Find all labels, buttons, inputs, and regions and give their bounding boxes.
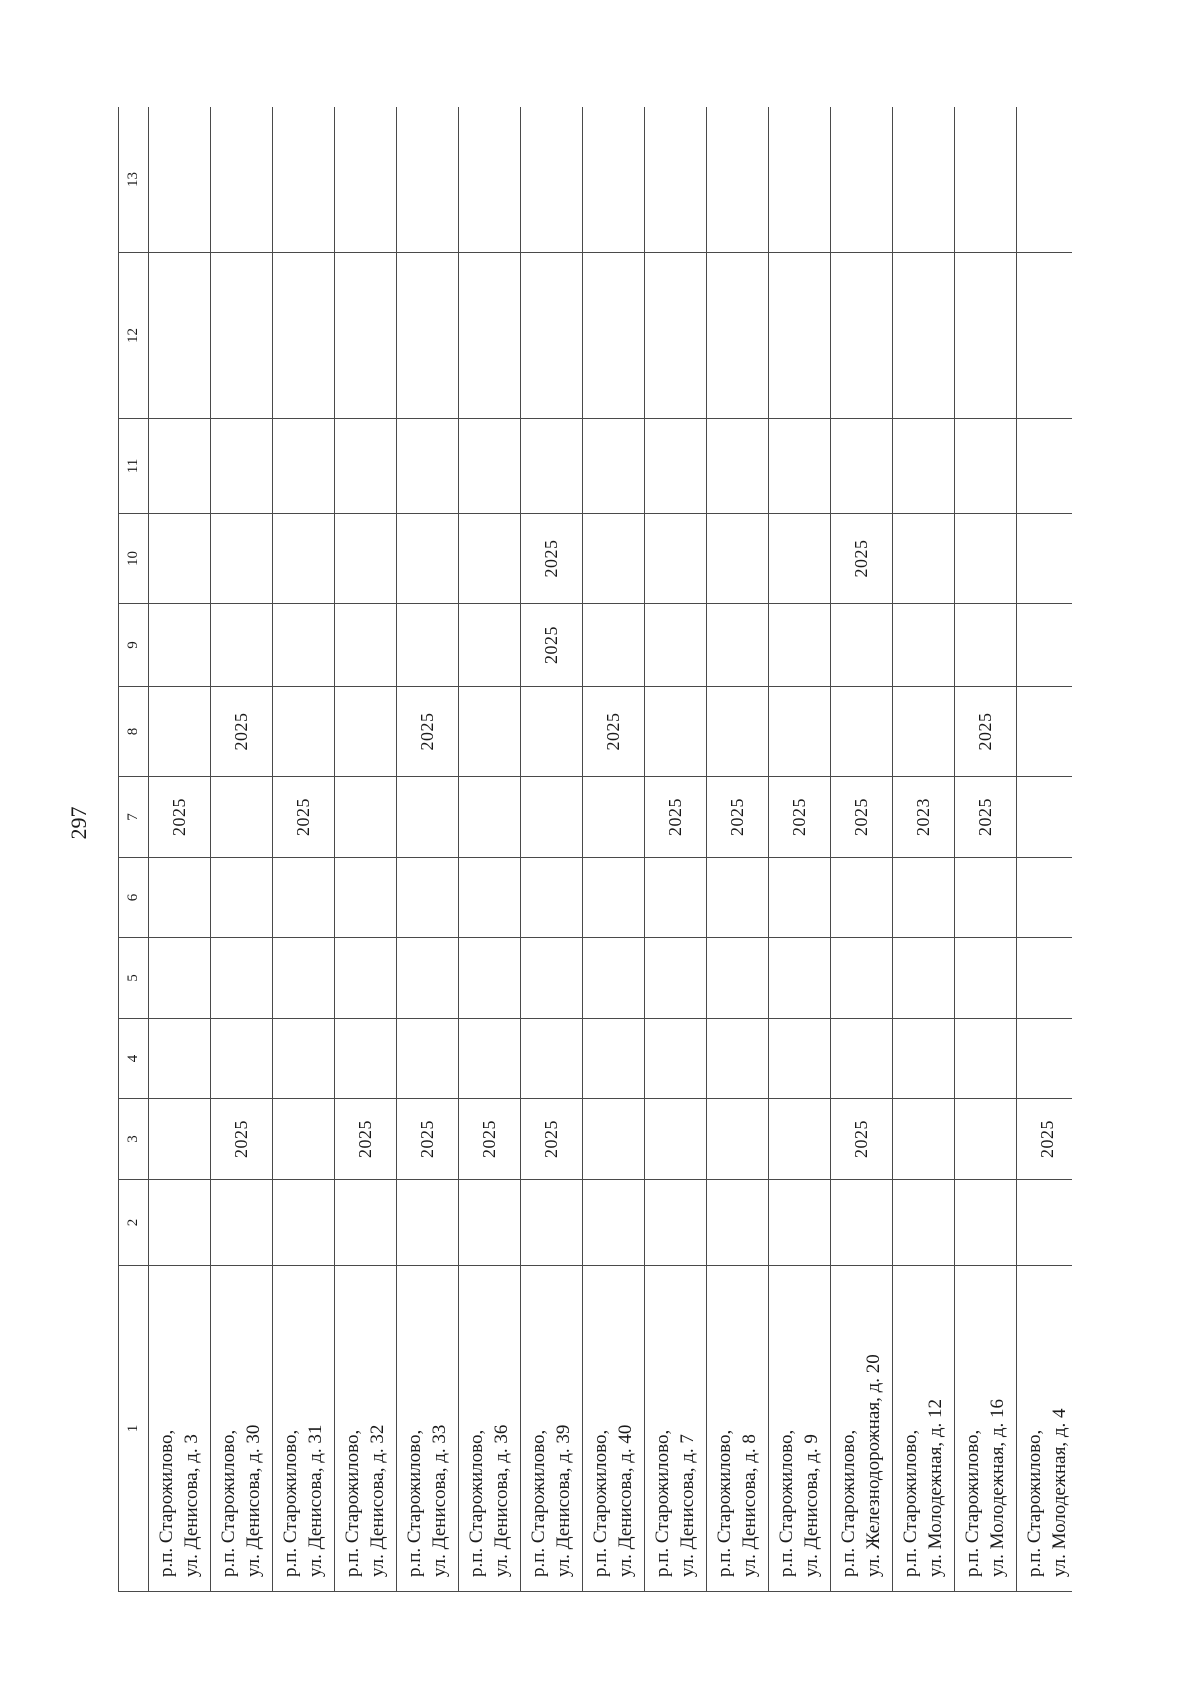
column-number: 7: [119, 777, 149, 858]
table-row: [893, 107, 955, 1592]
year-cell: [831, 687, 893, 777]
year-cell: [1017, 938, 1073, 1019]
column-number: 9: [119, 604, 149, 687]
year-cell: [955, 938, 1017, 1019]
year-cell: [583, 1099, 645, 1180]
column-number: 8: [119, 687, 149, 777]
address-line: р.п. Старожилово,: [713, 1429, 735, 1577]
address-cell: [397, 1266, 459, 1592]
year-cell: [645, 1180, 707, 1266]
year-cell: [335, 1019, 397, 1099]
year-cell: [583, 938, 645, 1019]
year-cell: 2025: [273, 777, 335, 858]
year-cell: [149, 419, 211, 514]
year-cell: [583, 858, 645, 938]
year-cell: [893, 604, 955, 687]
table-row: [707, 107, 769, 1592]
year-cell: [335, 419, 397, 514]
year-cell: [955, 604, 1017, 687]
year-cell: 2023: [893, 777, 955, 858]
year-cell: 2025: [769, 777, 831, 858]
year-cell: [149, 1019, 211, 1099]
year-cell: [583, 777, 645, 858]
year-cell: 2025: [211, 1099, 273, 1180]
table-row: [583, 107, 645, 1592]
year-cell: [397, 1019, 459, 1099]
year-cell: [893, 107, 955, 253]
year-cell: [707, 107, 769, 253]
year-cell: [1017, 253, 1073, 419]
year-cell: [335, 687, 397, 777]
year-cell: [335, 604, 397, 687]
year-cell: [211, 777, 273, 858]
address-line: р.п. Старожилово,: [279, 1429, 301, 1577]
address-line: р.п. Старожилово,: [1023, 1429, 1045, 1577]
column-number: 3: [119, 1099, 149, 1180]
address-line: ул. Молодежная, д. 4: [1048, 1408, 1070, 1577]
year-cell: [955, 858, 1017, 938]
year-cell: [273, 604, 335, 687]
year-cell: [521, 253, 583, 419]
year-cell: [1017, 514, 1073, 604]
year-cell: 2025: [459, 1099, 521, 1180]
year-cell: [769, 1019, 831, 1099]
table-row: [1017, 107, 1073, 1592]
year-cell: [831, 253, 893, 419]
address-line: р.п. Старожилово,: [155, 1429, 177, 1577]
year-cell: [707, 419, 769, 514]
address-cell: [273, 1266, 335, 1592]
year-cell: [149, 1099, 211, 1180]
column-number: 5: [119, 938, 149, 1019]
year-cell: [459, 604, 521, 687]
year-cell: [955, 1019, 1017, 1099]
table-row: [645, 107, 707, 1592]
year-cell: [149, 604, 211, 687]
year-cell: [831, 1019, 893, 1099]
year-cell: [211, 514, 273, 604]
year-cell: [645, 419, 707, 514]
address-line: р.п. Старожилово,: [217, 1429, 239, 1577]
address-cell: [459, 1266, 521, 1592]
year-cell: 2025: [211, 687, 273, 777]
year-cell: [831, 1180, 893, 1266]
year-cell: [149, 858, 211, 938]
year-cell: [707, 858, 769, 938]
year-cell: [769, 514, 831, 604]
table-row: [211, 107, 273, 1592]
year-cell: [955, 1180, 1017, 1266]
year-cell: [707, 687, 769, 777]
year-cell: [459, 858, 521, 938]
address-line: ул. Денисова, д. 8: [738, 1434, 760, 1577]
year-cell: 2025: [397, 687, 459, 777]
year-cell: [459, 687, 521, 777]
year-cell: [459, 419, 521, 514]
year-cell: [707, 1099, 769, 1180]
address-line: ул. Молодежная, д. 12: [924, 1399, 946, 1577]
year-cell: [707, 1180, 769, 1266]
year-cell: 2025: [521, 1099, 583, 1180]
year-cell: [459, 107, 521, 253]
year-cell: [645, 687, 707, 777]
address-line: р.п. Старожилово,: [465, 1429, 487, 1577]
year-cell: [335, 514, 397, 604]
address-line: ул. Денисова, д. 31: [304, 1424, 326, 1577]
year-cell: [955, 514, 1017, 604]
address-cell: [707, 1266, 769, 1592]
year-cell: [1017, 687, 1073, 777]
address-cell: [335, 1266, 397, 1592]
column-number: 1: [119, 1266, 149, 1592]
year-cell: [707, 1019, 769, 1099]
year-cell: [1017, 1019, 1073, 1099]
address-line: р.п. Старожилово,: [341, 1429, 363, 1577]
year-cell: [583, 514, 645, 604]
year-cell: [583, 604, 645, 687]
page-number: 297: [66, 806, 91, 840]
year-cell: [149, 107, 211, 253]
address-line: р.п. Старожилово,: [961, 1429, 983, 1577]
year-cell: [521, 1019, 583, 1099]
address-cell: [149, 1266, 211, 1592]
year-cell: [1017, 419, 1073, 514]
year-cell: [521, 687, 583, 777]
year-cell: [893, 514, 955, 604]
year-cell: [397, 858, 459, 938]
year-cell: [893, 1099, 955, 1180]
address-line: р.п. Старожилово,: [589, 1429, 611, 1577]
year-cell: [769, 1180, 831, 1266]
year-cell: [831, 107, 893, 253]
table-row: [149, 107, 211, 1592]
year-cell: [397, 938, 459, 1019]
year-cell: [211, 253, 273, 419]
year-cell: [521, 1180, 583, 1266]
year-cell: [645, 604, 707, 687]
year-cell: 2025: [521, 604, 583, 687]
table-row: [397, 107, 459, 1592]
column-number: 4: [119, 1019, 149, 1099]
year-cell: [893, 1019, 955, 1099]
year-cell: [645, 514, 707, 604]
year-cell: [335, 253, 397, 419]
year-cell: 2025: [707, 777, 769, 858]
year-cell: 2025: [521, 514, 583, 604]
column-number: 6: [119, 858, 149, 938]
year-cell: [397, 419, 459, 514]
address-line: р.п. Старожилово,: [403, 1429, 425, 1577]
year-cell: 2025: [955, 777, 1017, 858]
table-row: [831, 107, 893, 1592]
address-cell: [521, 1266, 583, 1592]
year-cell: [1017, 1180, 1073, 1266]
year-cell: [583, 419, 645, 514]
year-cell: [273, 107, 335, 253]
year-cell: [459, 938, 521, 1019]
year-cell: [583, 253, 645, 419]
year-cell: [459, 514, 521, 604]
address-line: ул. Денисова, д. 36: [490, 1424, 512, 1577]
year-cell: [583, 107, 645, 253]
year-cell: [397, 604, 459, 687]
year-cell: [583, 1019, 645, 1099]
year-cell: [707, 604, 769, 687]
year-cell: [645, 938, 707, 1019]
year-cell: [397, 777, 459, 858]
year-cell: [707, 514, 769, 604]
year-cell: 2025: [831, 777, 893, 858]
address-cell: [583, 1266, 645, 1592]
year-cell: [273, 1099, 335, 1180]
year-cell: [893, 1180, 955, 1266]
year-cell: [149, 253, 211, 419]
year-cell: [335, 107, 397, 253]
year-cell: [211, 419, 273, 514]
year-cell: [645, 858, 707, 938]
year-cell: [831, 604, 893, 687]
address-line: ул. Денисова, д. 32: [366, 1424, 388, 1577]
year-cell: [273, 687, 335, 777]
year-cell: 2025: [831, 514, 893, 604]
year-cell: 2025: [149, 777, 211, 858]
column-number: 12: [119, 253, 149, 419]
year-cell: [707, 253, 769, 419]
address-line: ул. Денисова, д. 30: [242, 1424, 264, 1577]
year-cell: 2025: [397, 1099, 459, 1180]
year-cell: [893, 858, 955, 938]
year-cell: [645, 1019, 707, 1099]
year-cell: [893, 687, 955, 777]
year-cell: [893, 938, 955, 1019]
year-cell: [893, 253, 955, 419]
address-line: ул. Железнодорожная, д. 20: [862, 1354, 884, 1577]
address-cell: [645, 1266, 707, 1592]
column-number: 13: [119, 107, 149, 253]
column-number: 10: [119, 514, 149, 604]
year-cell: [521, 938, 583, 1019]
year-cell: [955, 253, 1017, 419]
year-cell: [211, 1019, 273, 1099]
year-cell: 2025: [831, 1099, 893, 1180]
year-cell: [211, 604, 273, 687]
year-cell: [273, 1180, 335, 1266]
year-cell: 2025: [335, 1099, 397, 1180]
year-cell: [397, 1180, 459, 1266]
year-cell: [769, 858, 831, 938]
year-cell: [955, 107, 1017, 253]
table-row: [769, 107, 831, 1592]
year-cell: [1017, 107, 1073, 253]
year-cell: [831, 938, 893, 1019]
year-cell: [955, 419, 1017, 514]
address-line: р.п. Старожилово,: [775, 1429, 797, 1577]
address-line: р.п. Старожилово,: [899, 1429, 921, 1577]
address-line: ул. Денисова, д. 3: [180, 1434, 202, 1577]
address-cell: [893, 1266, 955, 1592]
year-cell: [397, 107, 459, 253]
address-cell: [211, 1266, 273, 1592]
rotated-table-area: [118, 107, 1072, 1592]
year-cell: [149, 514, 211, 604]
table-row: [521, 107, 583, 1592]
year-cell: 2025: [1017, 1099, 1073, 1180]
year-cell: [769, 1099, 831, 1180]
table-row: [335, 107, 397, 1592]
year-cell: [459, 1019, 521, 1099]
year-cell: [459, 253, 521, 419]
year-cell: [769, 938, 831, 1019]
year-cell: [645, 1099, 707, 1180]
year-cell: [831, 858, 893, 938]
address-line: р.п. Старожилово,: [837, 1429, 859, 1577]
address-line: ул. Денисова, д. 40: [614, 1424, 636, 1577]
year-cell: [335, 1180, 397, 1266]
address-line: ул. Денисова, д. 39: [552, 1424, 574, 1577]
year-cell: [769, 604, 831, 687]
table-row: [955, 107, 1017, 1592]
year-cell: [893, 419, 955, 514]
year-cell: [521, 419, 583, 514]
year-cell: [583, 1180, 645, 1266]
year-cell: [1017, 777, 1073, 858]
year-cell: [273, 514, 335, 604]
address-line: ул. Молодежная, д. 16: [986, 1399, 1008, 1577]
year-cell: [459, 777, 521, 858]
year-cell: [149, 687, 211, 777]
address-line: р.п. Старожилово,: [651, 1429, 673, 1577]
address-line: р.п. Старожилово,: [527, 1429, 549, 1577]
year-cell: [211, 1180, 273, 1266]
year-cell: [335, 858, 397, 938]
year-cell: [955, 1099, 1017, 1180]
year-cell: [769, 419, 831, 514]
year-cell: [645, 253, 707, 419]
year-cell: [273, 858, 335, 938]
year-cell: [645, 107, 707, 253]
schedule-table: [118, 107, 1072, 1592]
column-number: 2: [119, 1180, 149, 1266]
year-cell: [149, 1180, 211, 1266]
address-cell: [769, 1266, 831, 1592]
address-cell: [955, 1266, 1017, 1592]
year-cell: [459, 1180, 521, 1266]
year-cell: [521, 107, 583, 253]
column-number-row: [119, 107, 149, 1592]
address-cell: [1017, 1266, 1073, 1592]
column-number: 11: [119, 419, 149, 514]
year-cell: [521, 777, 583, 858]
year-cell: [521, 858, 583, 938]
year-cell: [335, 938, 397, 1019]
year-cell: [273, 1019, 335, 1099]
year-cell: [831, 419, 893, 514]
year-cell: [335, 777, 397, 858]
year-cell: [769, 107, 831, 253]
year-cell: [211, 938, 273, 1019]
year-cell: [1017, 604, 1073, 687]
year-cell: [149, 938, 211, 1019]
year-cell: 2025: [955, 687, 1017, 777]
year-cell: [397, 514, 459, 604]
address-line: ул. Денисова, д. 33: [428, 1424, 450, 1577]
year-cell: [273, 419, 335, 514]
year-cell: [707, 938, 769, 1019]
year-cell: [769, 253, 831, 419]
year-cell: [211, 107, 273, 253]
year-cell: [273, 253, 335, 419]
address-cell: [831, 1266, 893, 1592]
year-cell: [1017, 858, 1073, 938]
year-cell: [769, 687, 831, 777]
address-line: ул. Денисова, д. 7: [676, 1434, 698, 1577]
year-cell: 2025: [583, 687, 645, 777]
address-line: ул. Денисова, д. 9: [800, 1434, 822, 1577]
year-cell: [273, 938, 335, 1019]
year-cell: [211, 858, 273, 938]
year-cell: 2025: [645, 777, 707, 858]
table-row: [273, 107, 335, 1592]
year-cell: [397, 253, 459, 419]
table-row: [459, 107, 521, 1592]
